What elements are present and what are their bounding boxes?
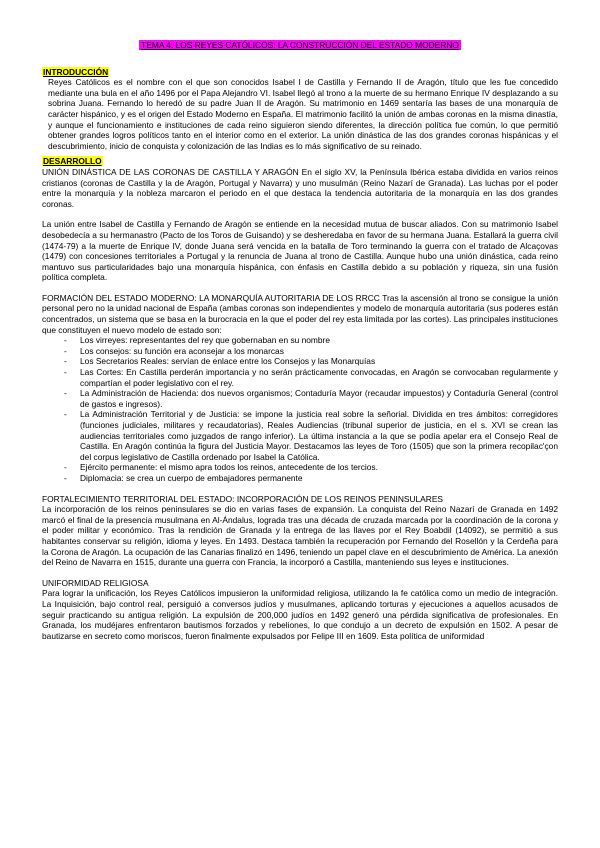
fortalecimiento-heading: FORTALECIMIENTO TERRITORIAL DEL ESTADO: INCORPORACIÓN DE LOS REINOS PENINSULARES bbox=[42, 493, 443, 504]
uniformidad-heading: UNIFORMIDAD RELIGIOSA bbox=[42, 577, 149, 588]
list-item: - Ejército permanente: el mismo apra todos los reinos, antecedente de los tercios. bbox=[64, 462, 558, 473]
intro-section bbox=[42, 67, 558, 152]
intro-heading: INTRODUCCIÓN bbox=[43, 66, 109, 77]
uniformidad-paragraph: Para lograr la unificación, los Reyes Católicos impusieron la uniformidad religiosa, utilizando la fe católica como un medio de integración. La Inquisición, bajo control real, persiguió a conversos judíos y musulmanes, aplicando torturas y ejecuciones a aquellos acusados de seguir practicando su antigua religión. La expulsión de 200,000 judíos en 1492 generó una pérdida significativa de profesionales. En Granada, los mudéjares enfrentaron bautismos forzados y rebeliones, lo que condujo a un decreto de expulsión en 1502. A pesar de bautizarse en secreto como moriscos, fueron finalmente expulsados por Felipe III en 1609. Esta política de uniformidad bbox=[42, 588, 558, 641]
fortalecimiento-paragraph: La incorporación de los reinos peninsulares se dio en varias fases de expansión. La conquista del Reino Nazarí de Granada en 1492 marcó el final de la presencia musulmana en Al-Ándalus, lograda tras una década de cruzada marcada por la coordinación de la corona y el poder militar y económico. Tras la rendición de Granada y la entrega de las llaves por el Rey Boabdil (14092), se permitió a sus habitantes conservar su religión, idioma y leyes. En 1493. Destaca también la recuperación por Fernando del Rosellón y la Cerdeña para la Corona de Aragón. La ocupación de las Canarias finalizó en 1496, teniendo un papel clave en el descubrimiento de América. La anexión del Reino de Navarra en 1515, durante una guerra con Francia, la incorporó a Castilla, manteniendo sus leyes e instituciones. bbox=[42, 504, 558, 568]
desarrollo-heading: DESARROLLO bbox=[43, 156, 102, 167]
list-item: - Diplomacia: se crea un cuerpo de embajadores permanente bbox=[64, 473, 558, 484]
list-item: - La Administración de Hacienda: dos nuevos organismos; Contaduría Mayor (recaudar impuestos) y Contaduría General (control de gastos e ingresos). bbox=[64, 388, 558, 409]
list-item: - Los virreyes: representantes del rey que gobernaban en su nombre bbox=[64, 335, 558, 346]
union-dinastica-paragraph: UNIÓN DINÁSTICA DE LAS CORONAS DE CASTILLA Y ARAGÓN En el siglo XV, la Península Ibérica estaba dividida en varios reinos cristianos (coronas de Castilla y la de Aragón, Portugal y Navarra) y uno musulmán (Reino Nazarí de Granada). Las luchas por el poder entre la monarquía y la nobleza marcaron el periodo en el que destaca la tendencia autoritaria de la monarquía en las dos grandes coronas. bbox=[42, 166, 558, 209]
list-item: - Las Cortes: En Castilla perderán importancia y no serán prácticamente convocadas, en Aragón se convocaban regularmente y compartían el poder legislativo con el rey. bbox=[64, 367, 558, 388]
matrimonio-paragraph: La unión entre Isabel de Castilla y Fernando de Aragón se entiende en la necesidad mutua de buscar aliados. Con su matrimonio Isabel desobedecía a su hermanastro (Pacto de los Toros de Guisando) y se desheredaba en favor de su hermana Juana. Estallará la guerra civil (1474-79) a la muerte de Enrique IV, donde Juana será vencida en la batalla de Toro terminando la guerra con el tratado de Alcaçovas (1479) con concesiones territoriales a Portugal y la renuncia de Juana al trono de Castilla. Aunque hubo una unión dinástica, cada reino mantuvo sus particularidades bajo una monarquía hispánica, con énfasis en Castilla debido a su población y riqueza, sin una fusión política completa. bbox=[42, 219, 558, 283]
list-item: - Los consejos: su función era aconsejar a los monarcas bbox=[64, 346, 558, 357]
estado-moderno-paragraph: FORMACIÓN DEL ESTADO MODERNO: LA MONARQUÍA AUTORITARIA DE LOS RRCC Tras la ascensión al trono se consigue la unión personal pero no la unidad nacional de España (ambas coronas son independientes y modelo de monarquía autoritaria (sus poderes están concentrados, un sistema que se basa en la burocracia en la que el poder del rey esta limitada por las cortes). Las principales instituciones que constituyen el nuevo modelo de estado son: bbox=[42, 292, 558, 335]
intro-paragraph: Reyes Católicos es el nombre con el que son conocidos Isabel I de Castilla y Fernando II de Aragón, título que les fue concedido mediante una bula en el año 1496 por el Papa Alejandro VI. Isabel llegó al trono a la muerte de su hermano Enrique IV desplazando a su sobrina Juana. Fernando lo heredó de su padre Juan II de Aragón. Su matrimonio en 1469 sentaría las bases de una monarquía de carácter hispánico, y es el origen del Estado Moderno en España. El matrimonio facilitó la unión de ambas coronas en la misma dinastía, y aunque el funcionamiento e instituciones de cada reino siguieron siendo diferentes, la dirección política fue común, lo que permitió obtener grandes logros políticos tanto en el interior como en el exterior. La unión dinástica de las dos grandes coronas hispánicas y el descubrimiento, inicio de conquista y colonización de las Indias es lo más significativo de su reinado. bbox=[48, 77, 558, 151]
institutions-list bbox=[42, 335, 558, 483]
desarrollo-section bbox=[42, 156, 558, 641]
page-title: TEMA 4. LOS REYES CATÓLICOS: LA CONSTRUCCIÓN DEL ESTADO MODERNO bbox=[141, 40, 459, 50]
title-wrap bbox=[42, 40, 558, 51]
list-item: - La Administración Territorial y de Justicia: se impone la justicia real sobre la señorial. Dividida en tres ámbitos: corregidores (funciones judiciales, militares y recaudatorias), Reales Audiencias (tribunal superior de justicia, en el s. XVI se crean las audiencias territoriales como juzgados de rango inferior). La última instancia a la que se podía apelar era el Consejo Real de Castilla. En Aragón continúa la figura del Justicia Mayor. Destacamos las leyes de Toro (1505) que son la primera recopilac'çon del corpus legislativo de Castilla ordenado por Isabel la Católica. bbox=[64, 409, 558, 462]
list-item: - Los Secretarios Reales: servían de enlace entre los Consejos y las Monarquías bbox=[64, 356, 558, 367]
